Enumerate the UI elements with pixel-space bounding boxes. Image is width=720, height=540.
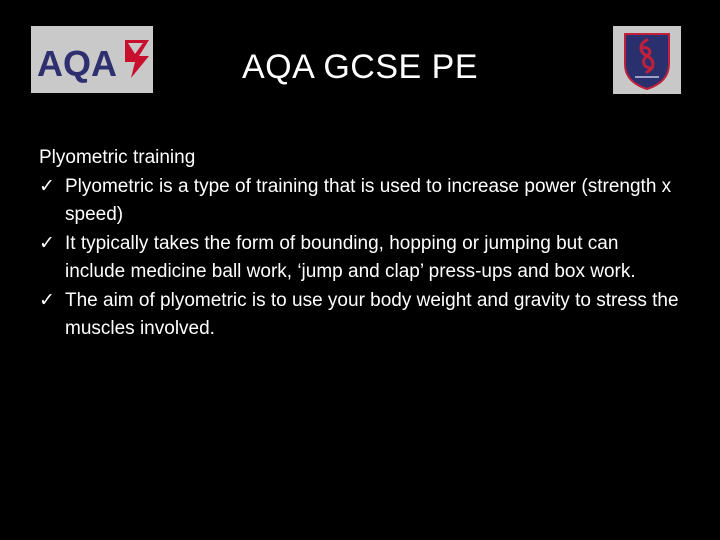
slide-body bbox=[39, 144, 679, 344]
crest-motto-band bbox=[635, 76, 659, 78]
bullet-text: It typically takes the form of bounding, hopping or jumping but can include medicine ball work, ‘jump and clap’ press-ups and box work. bbox=[65, 232, 636, 282]
bullet-item bbox=[39, 230, 679, 287]
crest-shield bbox=[625, 34, 669, 89]
crest-icon bbox=[613, 26, 681, 94]
check-icon: ✓ bbox=[39, 175, 55, 197]
section-heading: Plyometric training bbox=[39, 147, 196, 168]
slide-title: AQA GCSE PE bbox=[241, 48, 479, 86]
school-crest bbox=[613, 26, 681, 94]
bullet-list bbox=[39, 173, 679, 344]
bullet-item bbox=[39, 173, 679, 230]
bullet-text: The aim of plyometric is to use your body weight and gravity to stress the muscles involved. bbox=[65, 289, 679, 339]
aqa-logo-wordmark: AQA bbox=[37, 43, 117, 84]
aqa-logo-icon bbox=[31, 26, 153, 93]
check-icon: ✓ bbox=[39, 232, 55, 254]
aqa-logo bbox=[31, 26, 153, 93]
check-icon: ✓ bbox=[39, 289, 55, 311]
bullet-text: Plyometric is a type of training that is used to increase power (strength x speed) bbox=[65, 175, 672, 225]
bullet-item bbox=[39, 287, 679, 344]
